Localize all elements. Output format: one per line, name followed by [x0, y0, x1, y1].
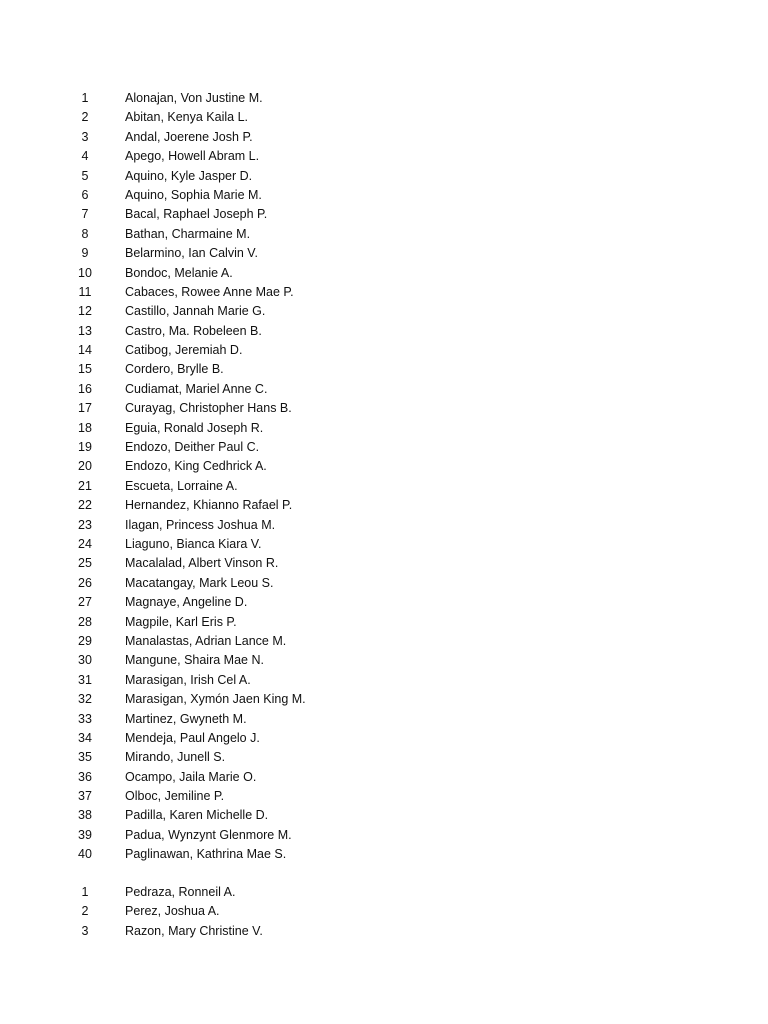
list-item [0, 729, 768, 748]
name-list-primary [0, 89, 768, 865]
row-number: 9 [81, 246, 89, 261]
row-number: 18 [78, 420, 92, 435]
student-name: Mangune, Shaira Mae N. [125, 653, 264, 668]
row-number: 33 [78, 711, 92, 726]
list-item [0, 322, 768, 341]
student-name: Padua, Wynzynt Glenmore M. [125, 827, 292, 842]
student-name: Eguia, Ronald Joseph R. [125, 420, 264, 435]
student-name: Curayag, Christopher Hans B. [125, 401, 292, 416]
student-name: Cudiamat, Mariel Anne C. [125, 381, 268, 396]
row-number: 11 [78, 284, 92, 299]
student-name: Castro, Ma. Robeleen B. [125, 323, 262, 338]
row-number: 28 [78, 614, 92, 629]
student-name: Aquino, Kyle Jasper D. [125, 168, 253, 183]
list-item [0, 399, 768, 418]
list-item [0, 710, 768, 729]
row-number: 2 [81, 904, 89, 919]
row-number: 39 [78, 827, 92, 842]
list-item [0, 302, 768, 321]
list-item [0, 477, 768, 496]
student-name: Ocampo, Jaila Marie O. [125, 769, 257, 784]
row-number: 6 [81, 187, 89, 202]
list-item [0, 225, 768, 244]
student-name: Bathan, Charmaine M. [125, 226, 251, 241]
list-item [0, 806, 768, 825]
student-name: Abitan, Kenya Kaila L. [125, 110, 248, 125]
row-number: 13 [78, 323, 92, 338]
list-item [0, 496, 768, 515]
list-item [0, 108, 768, 127]
row-number: 34 [78, 730, 92, 745]
student-name: Cordero, Brylle B. [125, 362, 224, 377]
list-item [0, 922, 768, 941]
student-name: Mirando, Junell S. [125, 750, 226, 765]
student-name: Marasigan, Irish Cel A. [125, 672, 251, 687]
student-name: Magpile, Karl Eris P. [125, 614, 237, 629]
student-name: Liaguno, Bianca Kiara V. [125, 536, 262, 551]
list-item [0, 205, 768, 224]
student-name: Razon, Mary Christine V. [125, 923, 263, 938]
student-name: Padilla, Karen Michelle D. [125, 808, 269, 823]
row-number: 15 [78, 362, 92, 377]
row-number: 40 [78, 847, 92, 862]
student-name: Perez, Joshua A. [125, 904, 220, 919]
list-item [0, 651, 768, 670]
list-item [0, 244, 768, 263]
student-name: Macatangay, Mark Leou S. [125, 575, 274, 590]
list-item [0, 632, 768, 651]
list-item [0, 845, 768, 864]
student-name: Bondoc, Melanie A. [125, 265, 233, 280]
list-item [0, 535, 768, 554]
list-item [0, 128, 768, 147]
student-name: Macalalad, Albert Vinson R. [125, 556, 279, 571]
list-item [0, 574, 768, 593]
row-number: 16 [78, 381, 92, 396]
student-name: Cabaces, Rowee Anne Mae P. [125, 284, 294, 299]
row-number: 26 [78, 575, 92, 590]
student-name: Aquino, Sophia Marie M. [125, 187, 262, 202]
list-item [0, 419, 768, 438]
name-list-secondary [0, 883, 768, 941]
row-number: 12 [78, 304, 92, 319]
row-number: 36 [78, 769, 92, 784]
list-item [0, 457, 768, 476]
row-number: 14 [78, 343, 92, 358]
student-name: Martinez, Gwyneth M. [125, 711, 247, 726]
row-number: 4 [81, 149, 89, 164]
list-item [0, 554, 768, 573]
student-name: Castillo, Jannah Marie G. [125, 304, 266, 319]
list-item [0, 902, 768, 921]
list-item [0, 613, 768, 632]
row-number: 19 [78, 440, 92, 455]
row-number: 2 [81, 110, 89, 125]
student-name: Magnaye, Angeline D. [125, 595, 248, 610]
row-number: 37 [78, 789, 92, 804]
student-name: Hernandez, Khianno Rafael P. [125, 498, 293, 513]
row-number: 5 [81, 168, 89, 183]
row-number: 35 [78, 750, 92, 765]
list-item [0, 516, 768, 535]
student-name: Endozo, Deither Paul C. [125, 440, 260, 455]
row-number: 8 [81, 226, 89, 241]
student-name: Olboc, Jemiline P. [125, 789, 225, 804]
row-number: 31 [78, 672, 92, 687]
list-item [0, 883, 768, 902]
row-number: 3 [81, 129, 89, 144]
list-item [0, 167, 768, 186]
list-item [0, 380, 768, 399]
row-number: 27 [78, 595, 92, 610]
list-item [0, 438, 768, 457]
list-item [0, 360, 768, 379]
student-name: Andal, Joerene Josh P. [125, 129, 253, 144]
row-number: 17 [78, 401, 92, 416]
list-item [0, 671, 768, 690]
list-item [0, 690, 768, 709]
student-name: Marasigan, Xymón Jaen King M. [125, 692, 306, 707]
row-number: 25 [78, 556, 92, 571]
student-name: Escueta, Lorraine A. [125, 478, 238, 493]
row-number: 22 [78, 498, 92, 513]
student-name: Manalastas, Adrian Lance M. [125, 633, 287, 648]
list-item [0, 89, 768, 108]
list-item [0, 147, 768, 166]
row-number: 29 [78, 633, 92, 648]
student-name: Endozo, King Cedhrick A. [125, 459, 267, 474]
student-name: Bacal, Raphael Joseph P. [125, 207, 268, 222]
list-item [0, 341, 768, 360]
list-item [0, 748, 768, 767]
row-number: 7 [81, 207, 89, 222]
student-name: Catibog, Jeremiah D. [125, 343, 243, 358]
list-item [0, 593, 768, 612]
student-name: Ilagan, Princess Joshua M. [125, 517, 276, 532]
row-number: 1 [81, 91, 89, 105]
row-number: 21 [78, 478, 92, 493]
student-name: Apego, Howell Abram L. [125, 149, 260, 164]
list-item [0, 283, 768, 302]
list-item [0, 768, 768, 787]
row-number: 1 [81, 885, 89, 899]
student-name: Alonajan, Von Justine M. [125, 91, 263, 105]
row-number: 30 [78, 653, 92, 668]
student-name: Paglinawan, Kathrina Mae S. [125, 847, 287, 862]
row-number: 38 [78, 808, 92, 823]
row-number: 10 [78, 265, 92, 280]
row-number: 23 [78, 517, 92, 532]
list-item [0, 826, 768, 845]
row-number: 3 [81, 923, 89, 938]
row-number: 32 [78, 692, 92, 707]
row-number: 20 [78, 459, 92, 474]
student-name: Mendeja, Paul Angelo J. [125, 730, 260, 745]
list-item [0, 186, 768, 205]
student-name: Pedraza, Ronneil A. [125, 885, 236, 899]
list-item [0, 787, 768, 806]
student-name: Belarmino, Ian Calvin V. [125, 246, 258, 261]
row-number: 24 [78, 536, 92, 551]
list-item [0, 264, 768, 283]
